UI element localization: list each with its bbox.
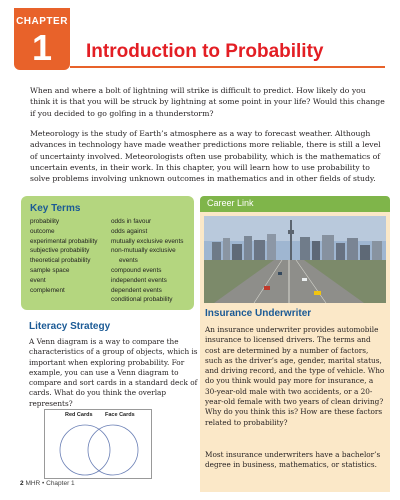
chapter-number: 1 (31, 27, 53, 68)
key-term: sample space (30, 266, 70, 274)
intro-paragraph-1: When and where a bolt of lightning will strike is difficult to predict. How likely do you think it is that you will be struck by lightning at some point in your life? Would this change if you decided to go golfing in a thunderstorm? (30, 86, 385, 118)
chapter-label: CHAPTER (16, 16, 68, 27)
key-terms-title: Key Terms (30, 203, 81, 214)
key-terms-box (21, 196, 194, 310)
intro-paragraph-2: Meteorology is the study of Earth’s atmosphere as a way to forecast weather. Although advances in technology have made weather predictions more reliable, there is still a level of uncertainty involved. Meteorologists often use probability, which is the mathematics of uncertain events, in their work. In this chapter, you will learn how to use probability to solve problems involving unknown outcomes in mathematics and in other fields of study. (30, 129, 381, 184)
literacy-strategy-title: Literacy Strategy (29, 321, 111, 332)
key-term: compound events (111, 266, 162, 274)
career-link-box (200, 212, 390, 492)
page-title: Introduction to Probability (86, 41, 324, 62)
career-subtitle: Insurance Underwriter (205, 308, 312, 319)
key-term: event (30, 276, 46, 284)
page-footer (20, 480, 75, 487)
key-term: outcome (30, 227, 55, 235)
key-terms-column-1 (30, 217, 115, 295)
venn-circles (45, 410, 153, 480)
key-term: probability (30, 218, 60, 225)
career-paragraph-1: An insurance underwriter provides automobile insurance to licensed drivers. The terms and cost are determined by a number of factors, such as the driver’s age, gender, marital status, and driving record, and the type of vehicle. Who do you think would pay more for insurance, a 30-year-old male with two accidents, or a 20-year-old female with two years of clean driving? Why do you think this is? How are these factors related to probability? (205, 325, 385, 427)
venn-diagram (44, 409, 152, 479)
key-term: non-mutually exclusive (111, 247, 176, 255)
title-underline (70, 66, 385, 68)
key-term: theoretical probability (30, 257, 91, 265)
footer-text: MHR • Chapter 1 (25, 480, 75, 487)
key-term: experimental probability (30, 237, 98, 245)
career-paragraph-2: Most insurance underwriters have a bachelor’s degree in business, mathematics, or statistics. (205, 450, 381, 470)
key-term: events (119, 257, 138, 265)
page-number: 2 (20, 480, 24, 487)
venn-label-face-cards: Face Cards (105, 412, 135, 418)
key-term: subjective probability (30, 247, 90, 255)
key-term: odds against (111, 227, 148, 235)
key-term: conditional probability (111, 296, 173, 304)
key-term: independent events (111, 276, 167, 284)
key-terms-column-2 (111, 217, 193, 305)
literacy-strategy-text: A Venn diagram is a way to compare the characteristics of a group of objects, which is important when exploring probability. For example, you can use a Venn diagram to compare and sort cards in a standard deck of cards. What do you think the overlap represents? (29, 337, 198, 408)
venn-label-red-cards: Red Cards (65, 412, 93, 418)
key-term: odds in favour (111, 218, 152, 225)
key-term: mutually exclusive events (111, 237, 184, 245)
key-term: complement (30, 286, 65, 294)
career-link-title: Career Link (207, 198, 254, 208)
chapter-tab (14, 8, 70, 70)
career-link-header (200, 196, 390, 212)
key-term: dependent events (111, 286, 162, 294)
highway-city-photo (204, 216, 386, 303)
